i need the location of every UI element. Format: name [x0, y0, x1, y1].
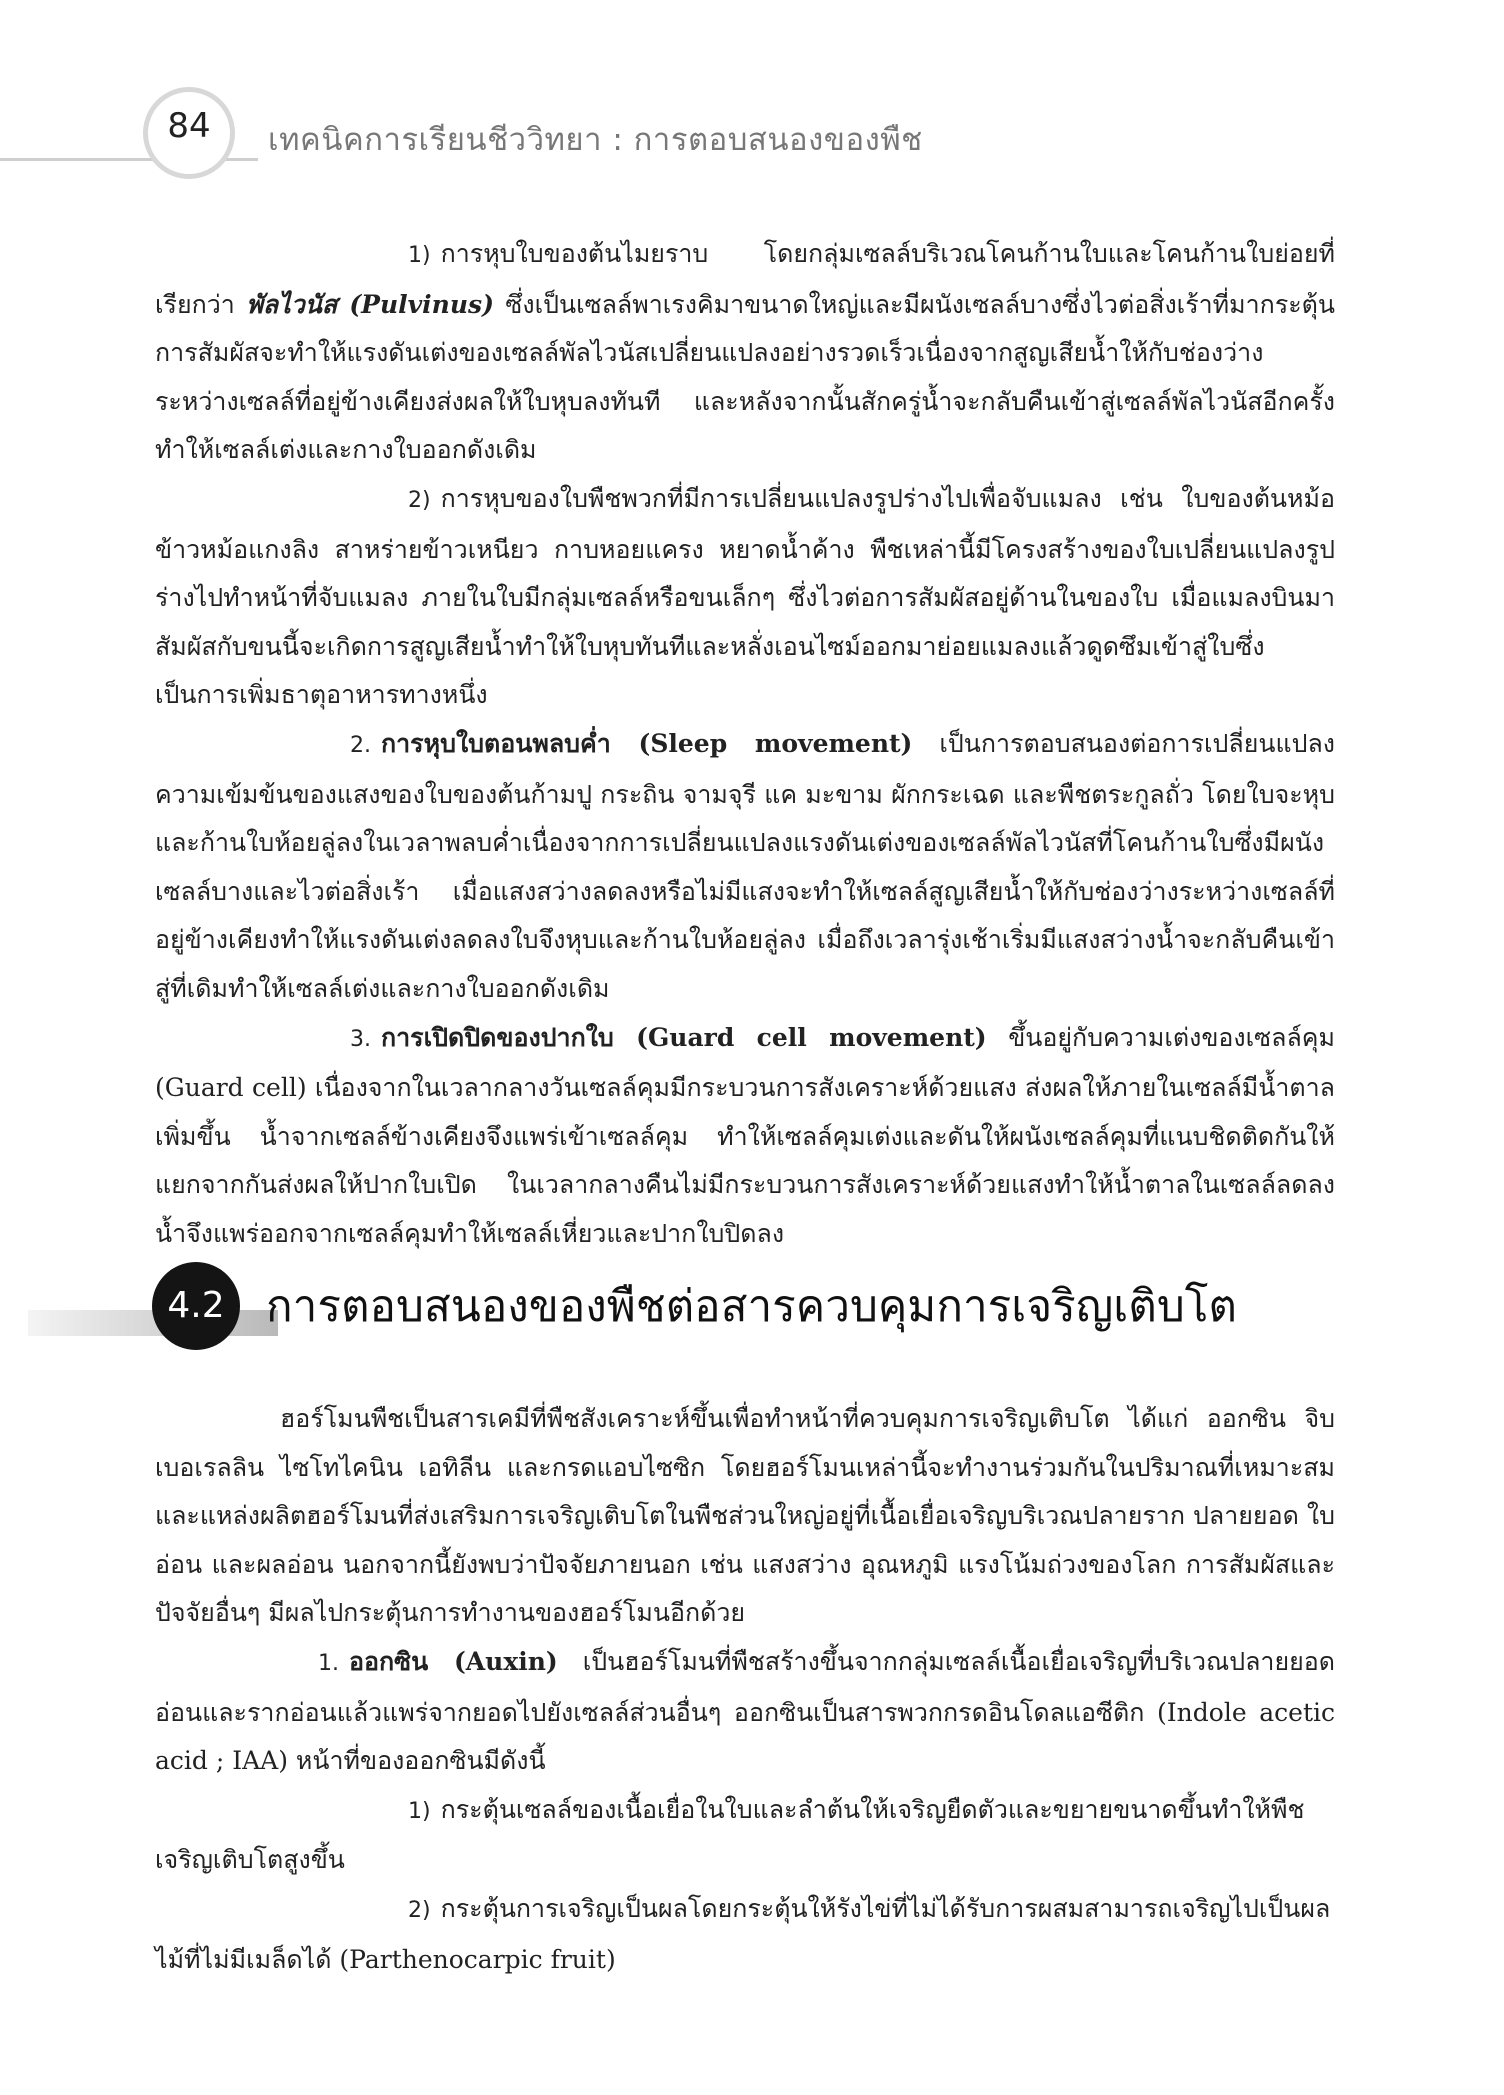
paragraph-carnivorous-plants: [155, 475, 1335, 720]
paragraph-auxin-function-2: [155, 1885, 1335, 1984]
term-guard-cell: การเปิดปิดของปากใบ (Guard cell movement): [381, 1022, 987, 1052]
item-number: 1): [408, 1798, 431, 1824]
term-pulvinus: พัลไวนัส (Pulvinus): [246, 289, 494, 319]
paragraph-text: การหุบใบของต้นไมยราบ โดยกลุ่มเซลล์บริเวณโคนก้านใบและโคนก้านใบย่อยที่เรียกว่า: [155, 239, 1335, 319]
section-number-badge: 4.2: [152, 1262, 240, 1350]
body-text-lower: [155, 1395, 1335, 1984]
paragraph-text: ฮอร์โมนพืชเป็นสารเคมีที่พืชสังเคราะห์ขึ้นเพื่อทำหน้าที่ควบคุมการเจริญเติบโต ได้แก่ ออกซิน จิบเบอเรลลิน ไซโทไคนิน เอทิลีน และกรดแอบไซซิก โดยฮอร์โมนเหล่านี้จะทำงานร่วมกันในปริมาณที่เหมาะสม และแหล่งผลิตฮอร์โมนที่ส่งเสริมการเจริญเติบโตในพืชส่วนใหญ่อยู่ที่เนื้อเยื่อเจริญบริเวณปลายราก ปลายยอด ใบอ่อน และผลอ่อน นอกจากนี้ยังพบว่าปัจจัยภายนอก เช่น แสงสว่าง อุณหภูมิ แรงโน้มถ่วงของโลก การสัมผัสและปัจจัยอื่นๆ มีผลไปกระตุ้นการทำงานของฮอร์โมนอีกด้วย: [155, 1404, 1335, 1628]
paragraph-text: เป็นฮอร์โมนที่พืชสร้างขึ้นจากกลุ่มเซลล์เนื้อเยื่อเจริญที่บริเวณปลายยอดอ่อนและรากอ่อนแล้วแพร่จากยอดไปยังเซลล์ส่วนอื่นๆ ออกซินเป็นสารพวกกรดอินโดลแอซีติก (Indole acetic acid ; IAA) หน้าที่ของออกซินมีดังนี้: [155, 1646, 1335, 1776]
item-number: 2.: [350, 732, 371, 758]
paragraph-text: กระตุ้นการเจริญเป็นผลโดยกระตุ้นให้รังไข่ที่ไม่ได้รับการผสมสามารถเจริญไปเป็นผลไม้ที่ไม่มีเมล็ดได้ (Parthenocarpic fruit): [155, 1893, 1331, 1974]
paragraph-pulvinus: [155, 230, 1335, 475]
paragraph-guard-cell: [155, 1014, 1335, 1259]
term-auxin: ออกซิน (Auxin): [349, 1646, 558, 1676]
item-number: 2): [408, 487, 431, 513]
item-number: 2): [408, 1897, 431, 1923]
page-number: 84: [167, 106, 211, 146]
paragraph-hormone-intro: [155, 1395, 1335, 1638]
item-number: 1): [408, 243, 431, 268]
paragraph-text: กระตุ้นเซลล์ของเนื้อเยื่อในใบและลำต้นให้เจริญยืดตัวและขยายขนาดขึ้นทำให้พืชเจริญเติบโตสูงขึ้น: [155, 1794, 1305, 1875]
section-title: การตอบสนองของพืชต่อสารควบคุมการเจริญเติบโต: [266, 1281, 1237, 1332]
running-header-title: เทคนิคการเรียนชีววิทยา : การตอบสนองของพืช: [268, 122, 923, 158]
paragraph-sleep-movement: [155, 720, 1335, 1014]
term-sleep-movement: การหุบใบตอนพลบค่ำ (Sleep movement): [381, 728, 913, 758]
paragraph-auxin: [155, 1638, 1335, 1786]
paragraph-text: การหุบของใบพืชพวกที่มีการเปลี่ยนแปลงรูปร่างไปเพื่อจับแมลง เช่น ใบของต้นหม้อข้าวหม้อแกงลิง สาหร่ายข้าวเหนียว กาบหอยแครง หยาดน้ำค้าง พืชเหล่านี้มีโครงสร้างของใบเปลี่ยนแปลงรูปร่างไปทำหน้าที่จับแมลง ภายในใบมีกลุ่มเซลล์หรือขนเล็กๆ ซึ่งไวต่อการสัมผัสอยู่ด้านในของใบ เมื่อแมลงบินมาสัมผัสกับขนนี้จะเกิดการสูญเสียน้ำทำให้ใบหุบทันทีและหลั่งเอนไซม์ออกมาย่อยแมลงแล้วดูดซึมเข้าสู่ใบซึ่งเป็นการเพิ่มธาตุอาหารทางหนึ่ง: [155, 483, 1335, 710]
paragraph-text: ขึ้นอยู่กับความเต่งของเซลล์คุม (Guard cell) เนื่องจากในเวลากลางวันเซลล์คุมมีกระบวนการสังเคราะห์ด้วยแสง ส่งผลให้ภายในเซลล์มีน้ำตาลเพิ่มขึ้น น้ำจากเซลล์ข้างเคียงจึงแพร่เข้าเซลล์คุม ทำให้เซลล์คุมเต่งและดันให้ผนังเซลล์คุมที่แนบชิดติดกันให้แยกจากกันส่งผลให้ปากใบเปิด ในเวลากลางคืนไม่มีกระบวนการสังเคราะห์ด้วยแสงทำให้น้ำตาลในเซลล์ลดลง น้ำจึงแพร่ออกจากเซลล์คุมทำให้เซลล์เหี่ยวและปากใบปิดลง: [155, 1022, 1335, 1248]
paragraph-text: ซึ่งเป็นเซลล์พาเรงคิมาขนาดใหญ่และมีผนังเซลล์บางซึ่งไวต่อสิ่งเร้าที่มากระตุ้น การสัมผัสจะทำให้แรงดันเต่งของเซลล์พัลไวนัสเปลี่ยนแปลงอย่างรวดเร็วเนื่องจากสูญเสียน้ำให้กับช่องว่างระหว่างเซลล์ที่อยู่ข้างเคียงส่งผลให้ใบหุบลงทันที และหลังจากนั้นสักครู่น้ำจะกลับคืนเข้าสู่เซลล์พัลไวนัสอีกครั้งทำให้เซลล์เต่งและกางใบออกดังเดิม: [155, 289, 1336, 465]
paragraph-text: เป็นการตอบสนองต่อการเปลี่ยนแปลงความเข้มข้นของแสงของใบของต้นก้ามปู กระถิน จามจุรี แค มะขาม ผักกระเฉด และพืชตระกูลถั่ว โดยใบจะหุบและก้านใบห้อยลู่ลงในเวลาพลบค่ำเนื่องจากการเปลี่ยนแปลงแรงดันเต่งของเซลล์พัลไวนัสที่โคนก้านใบซึ่งมีผนังเซลล์บางและไวต่อสิ่งเร้า เมื่อแสงสว่างลดลงหรือไม่มีแสงจะทำให้เซลล์สูญเสียน้ำให้กับช่องว่างระหว่างเซลล์ที่อยู่ข้างเคียงทำให้แรงดันเต่งลดลงใบจึงหุบและก้านใบห้อยลู่ลง เมื่อถึงเวลารุ่งเช้าเริ่มมีแสงสว่างน้ำจะกลับคืนเข้าสู่ที่เดิมทำให้เซลล์เต่งและกางใบออกดังเดิม: [155, 728, 1335, 1003]
body-text-upper: [155, 230, 1335, 1258]
item-number: 3.: [350, 1026, 371, 1052]
item-number: 1.: [318, 1650, 339, 1676]
paragraph-auxin-function-1: [155, 1786, 1335, 1885]
